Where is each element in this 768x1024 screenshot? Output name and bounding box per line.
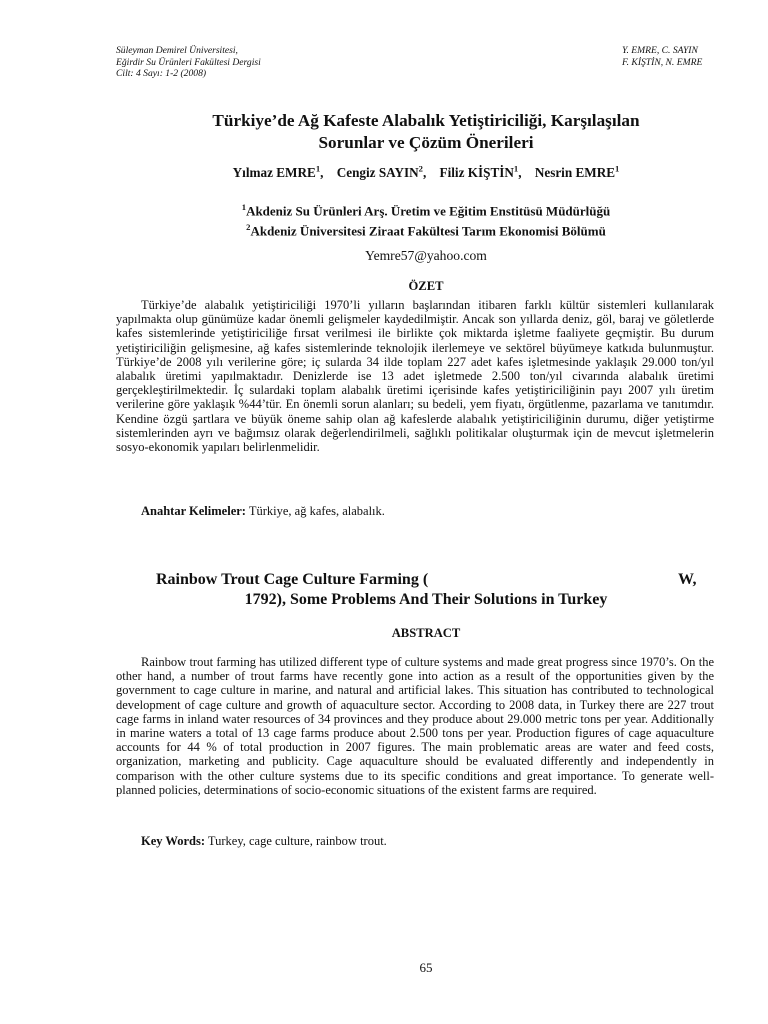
keywords-label: Key Words: (141, 834, 206, 848)
author: Filiz KİŞTİN$^1$, (439, 164, 522, 181)
ozet-text: Türkiye’de alabalık yetiştiriciliği 1970’li yılların başlarından itibaren farklı kültür sistemleri kullanılarak yapılmakta olup günümüze kadar önemli gelişmeler kaydedilmiştir. Ancak son yıllarda deniz, göl, baraj ve göletlerde kafes sistemlerinde yetiştiriciliğe fırsat verilmesi ile birlikte çok miktarda işletme faaliyete geçmiştir. Bu durum yetiştiriciliğin gelişmesine, ağ kafes sistemlerinde teknolojik ilerlemeye ve sektörel büyümeye katkıda bulunmuştur. Türkiye’de 2008 yılı verilerine göre; iç sularda 34 ilde toplam 227 adet kafes işletmesinde yaklaşık 29.000 ton/yıl alabalık üretimi yapılmaktadır. Denizlerde ise 13 adet işletmede 2.500 ton/yıl civarında alabalık üretimi gerçekleştirilmektedir. İç sulardaki toplam alabalık üretimi içerisinde kafes yetiştiriciliğinin payı 2007 yılı üretim verilerine göre yaklaşık %44’tür. En önemli sorun alanları; su bedeli, yem fiyatı, örgütlenme, pazarlama ve tanıtımdır. Kendine özgü şartlara ve büyük öneme sahip olan ağ kafeslerde alabalık yetiştiriciliğinin durumu, diğer yetiştirme sistemlerinden ayrı ve bağımsız olarak değerlendirilmeli, sağlıklı politikalar oluşturmak için de mevcut işletmelerin sosyo-ekonomik yapıları belirlenmelidir. (116, 298, 714, 455)
keywords-label: Anahtar Kelimeler: (141, 504, 246, 518)
title-english (116, 570, 736, 610)
keywords-english (141, 834, 387, 849)
author: Yılmaz EMRE$^1$, (232, 164, 324, 181)
abstract-paragraph (116, 655, 714, 797)
ozet-paragraph (116, 298, 714, 454)
abstract-heading: ABSTRACT (391, 626, 461, 640)
title-turkish (116, 110, 736, 154)
contact-email: Yemre57@yahoo.com (365, 248, 487, 263)
journal-volume: Cilt: 4 Sayı: 1-2 (2008) (116, 68, 207, 80)
affiliation: $^2$Akdeniz Üniversitesi Ziraat Fakültesi Tarım Ekonomisi Bölümü (246, 222, 606, 239)
keywords-turkish (141, 504, 385, 519)
title-english-line1: Rainbow Trout Cage Culture Farming ( W, (156, 571, 697, 588)
keywords-text: Türkiye, ağ kafes, alabalık. (245, 504, 385, 518)
title-turkish-line2: Sorunlar ve Çözüm Önerileri (318, 133, 534, 152)
journal-name: Eğirdir Su Ürünleri Fakültesi Dergisi (116, 56, 261, 68)
page-number: 65 (419, 960, 433, 975)
running-authors-line1: Y. EMRE, C. SAYIN (622, 45, 698, 56)
journal-university: Süleyman Demirel Üniversitesi, (116, 45, 238, 56)
running-authors-line2: F. KİŞTİN, N. EMRE (622, 56, 703, 68)
author: Nesrin EMRE$^1$ (534, 164, 620, 181)
title-turkish-line1: Türkiye’de Ağ Kafeste Alabalık Yetiştiriciliği, Karşılaşılan (212, 111, 640, 130)
journal-header (116, 45, 261, 80)
affiliation: $^1$Akdeniz Su Ürünleri Arş. Üretim ve Eğitim Enstitüsü Müdürlüğü (241, 202, 611, 219)
running-authors (622, 45, 702, 68)
keywords-text: Turkey, cage culture, rainbow trout. (205, 834, 387, 848)
abstract-text: Rainbow trout farming has utilized different type of culture systems and made great progress since 1970’s. On the other hand, a number of trout farms have recently gone into action as a result of the opportunities given by the government to cage culture in marine, and natural and artificial lakes. This situation has contributed to technological development of cage culture and growth of aquaculture sector. According to 2008 data, in Turkey there are 227 trout cage farms in inland water resources of 34 provinces and they produce about 29.000 metric tons per year. Additionally in marine waters a total of 13 cage farms produce about 2.500 tons per year. Production figures of cage aquaculture accounts for 44 % of total production in 2007 figures. The main problematic areas are water and feed costs, organization, marketing and publicity. Cage aquaculture should be evaluated differently and independently in comparison with the other culture systems due to its specific conditions and great importance. To generate well-planned policies, determinations of socio-economic situations of the existent farms are required. (116, 655, 714, 797)
title-english-line2: 1792), Some Problems And Their Solutions in Turkey (244, 591, 608, 608)
author-list (116, 164, 736, 181)
affiliations (116, 199, 736, 240)
ozet-heading: ÖZET (408, 279, 444, 293)
author: Cengiz SAYIN$^2$, (336, 164, 427, 181)
